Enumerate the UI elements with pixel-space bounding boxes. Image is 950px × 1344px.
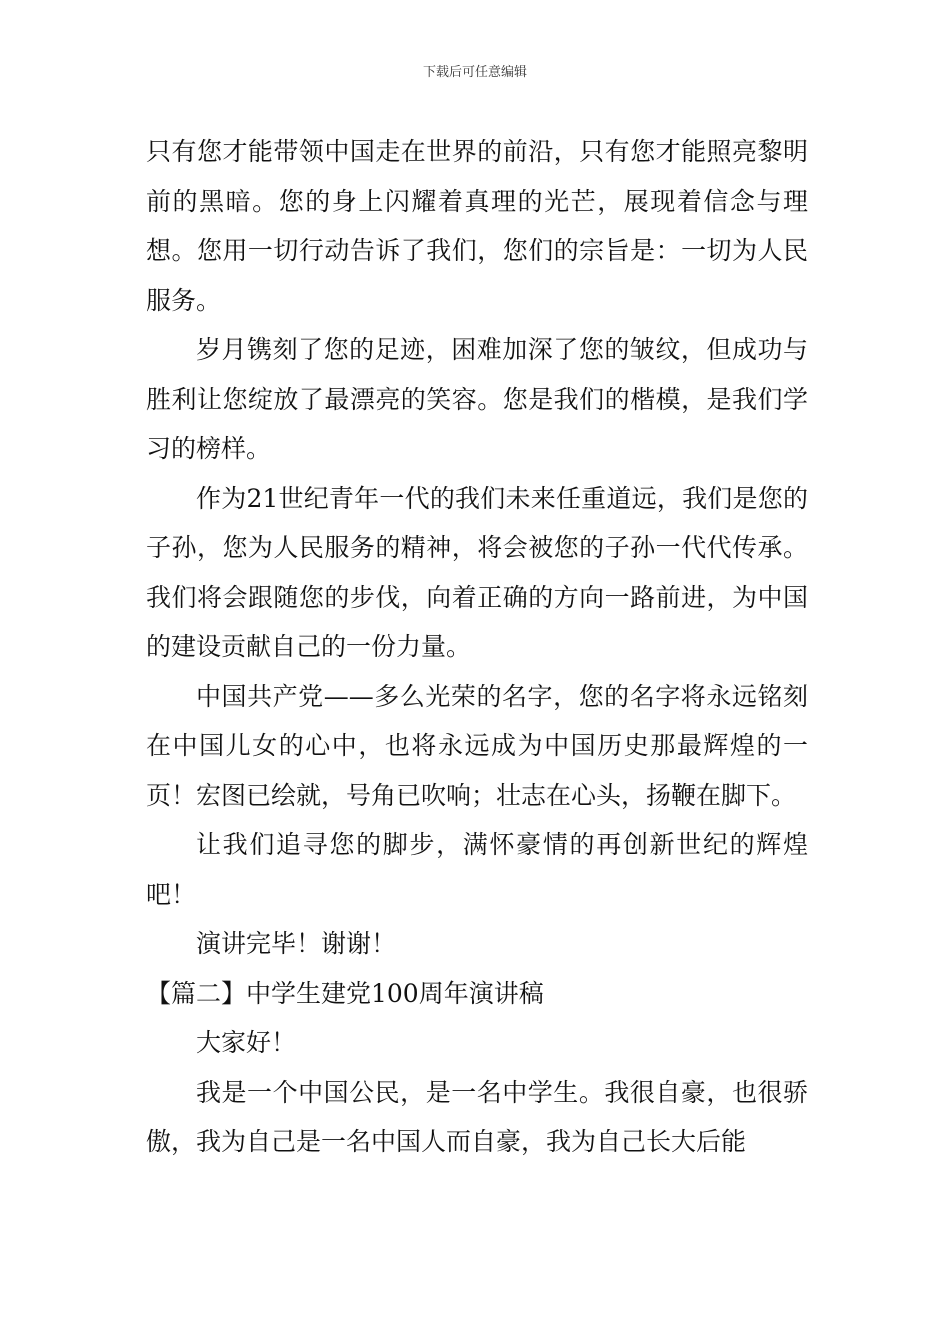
paragraph-intro: 我是一个中国公民，是一名中学生。我很自豪，也很骄傲，我为自己是一名中国人而自豪，我为自己长大后能 xyxy=(146,1077,808,1156)
paragraph-youth: 作为21世纪青年一代的我们未来任重道远，我们是您的子孙，您为人民服务的精神，将会被您的子孙一代代传承。我们将会跟随您的步伐，向着正确的方向一路前进，为中国的建设贡献自己的一份力量。 xyxy=(146,483,808,661)
document-body xyxy=(146,127,808,1167)
paragraph-party-name: 中国共产党——多么光荣的名字，您的名字将永远铭刻在中国儿女的心中，也将永远成为中国历史那最辉煌的一页！宏图已绘就，号角已吹响；壮志在心头，扬鞭在脚下。 xyxy=(146,681,808,810)
paragraph-closing: 演讲完毕！谢谢！ xyxy=(196,929,397,958)
paragraph-follow-steps: 让我们追寻您的脚步，满怀豪情的再创新世纪的辉煌吧！ xyxy=(146,830,808,909)
page-header-note: 下载后可任意编辑 xyxy=(422,65,527,80)
section-heading: 【篇二】中学生建党100周年演讲稿 xyxy=(146,978,544,1008)
paragraph-continuation: 只有您才能带领中国走在世界的前沿，只有您才能照亮黎明前的黑暗。您的身上闪耀着真理的光芒，展现着信念与理想。您用一切行动告诉了我们，您们的宗旨是：一切为人民服务。 xyxy=(146,137,808,315)
paragraph-footprints: 岁月镌刻了您的足迹，困难加深了您的皱纹，但成功与胜利让您绽放了最漂亮的笑容。您是我们的楷模，是我们学习的榜样。 xyxy=(146,335,808,463)
paragraph-greeting: 大家好！ xyxy=(196,1028,297,1057)
